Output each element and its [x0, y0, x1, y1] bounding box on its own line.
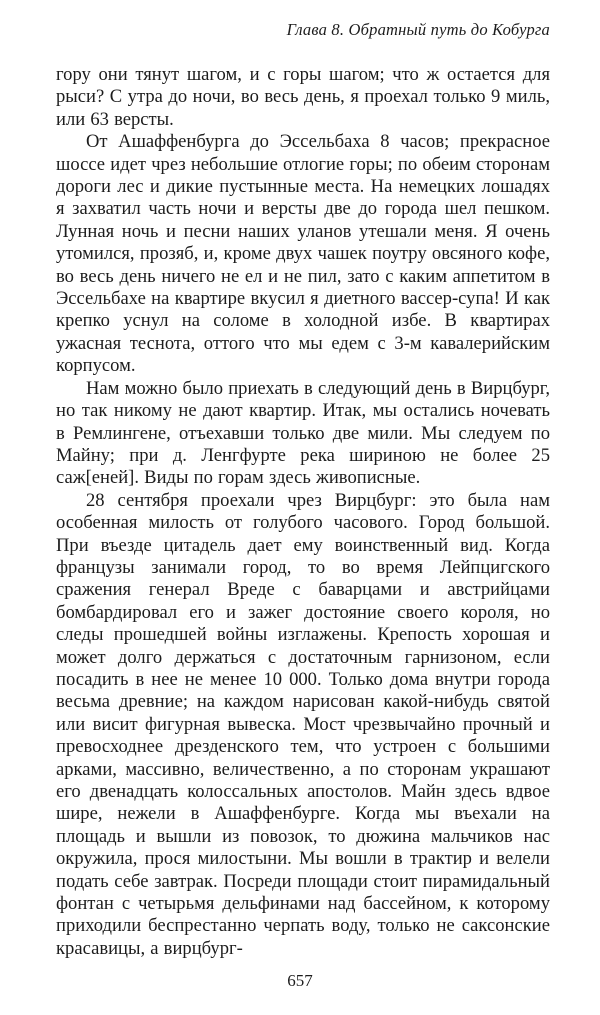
paragraph: От Ашаффенбурга до Эссельбаха 8 часов; прекрасное шоссе идет чрез небольшие отлогие горы; по обеим сторонам дороги лес и дикие пустынные места. На немецких лошадях я захватил часть ночи и версты две до города шел пешком. Лунная ночь и песни наших уланов утешали меня. Я очень утомился, прозяб, и, кроме двух чашек поутру овсяного кофе, во весь день ничего не ел и не пил, зато с каким аппетитом в Эссельбахе на квартире вкусил я диетного вассер-супа! И как крепко уснул на соломе в холодной избе. В квартирах ужасная теснота, оттого что мы едем с 3-м кавалерийским корпусом. [56, 131, 550, 377]
running-header: Глава 8. Обратный путь до Кобурга [286, 20, 550, 39]
paragraph: Нам можно было приехать в следующий день в Вирцбург, но так никому не дают квартир. Итак, мы остались ночевать в Ремлингене, отъехавши только две мили. Мы следуем по Майну; при д. Ленгфурте река шириною не более 25 саж[еней]. Виды по горам здесь живописные. [56, 377, 550, 489]
paragraph: 28 сентября проехали чрез Вирцбург: это была нам особенная милость от голубого часового. Город большой. При въезде цитадель дает ему воинственный вид. Когда французы занимали город, то во время Лейпцигского сражения генерал Вреде с баварцами и австрийцами бомбардировал его и зажег достояние своего короля, но следы прошедшей войны изглажены. Крепость хорошая и может долго держаться с достаточным гарнизоном, если посадить в нее не менее 10 000. Только дома внутри города весьма древние; на каждом нарисован какой-нибудь святой или висит фигурная вывеска. Мост чрезвычайно прочный и превосходнее дрезденского тем, что устроен с большими арками, массивно, величественно, а по сторонам украшают его двенадцать колоссальных апостолов. Майн здесь вдвое шире, нежели в Ашаффенбурге. Когда мы въехали на площадь и вышли из повозок, то дюжина мальчиков нас окружила, прося милостыни. Мы вошли в трактир и велели подать себе завтрак. Посреди площади стоит пирамидальный фонтан с четырьмя дельфинами над бассейном, к которому приходили беспрестанно черпать воду, только не саксонские красавицы, а вирцбург- [56, 489, 550, 959]
paragraph: гору они тянут шагом, и с горы шагом; что ж остается для рыси? С утра до ночи, во весь день, я проехал только 9 миль, или 63 версты. [56, 64, 550, 130]
page-body [56, 64, 550, 969]
page-number: 657 [287, 971, 313, 990]
